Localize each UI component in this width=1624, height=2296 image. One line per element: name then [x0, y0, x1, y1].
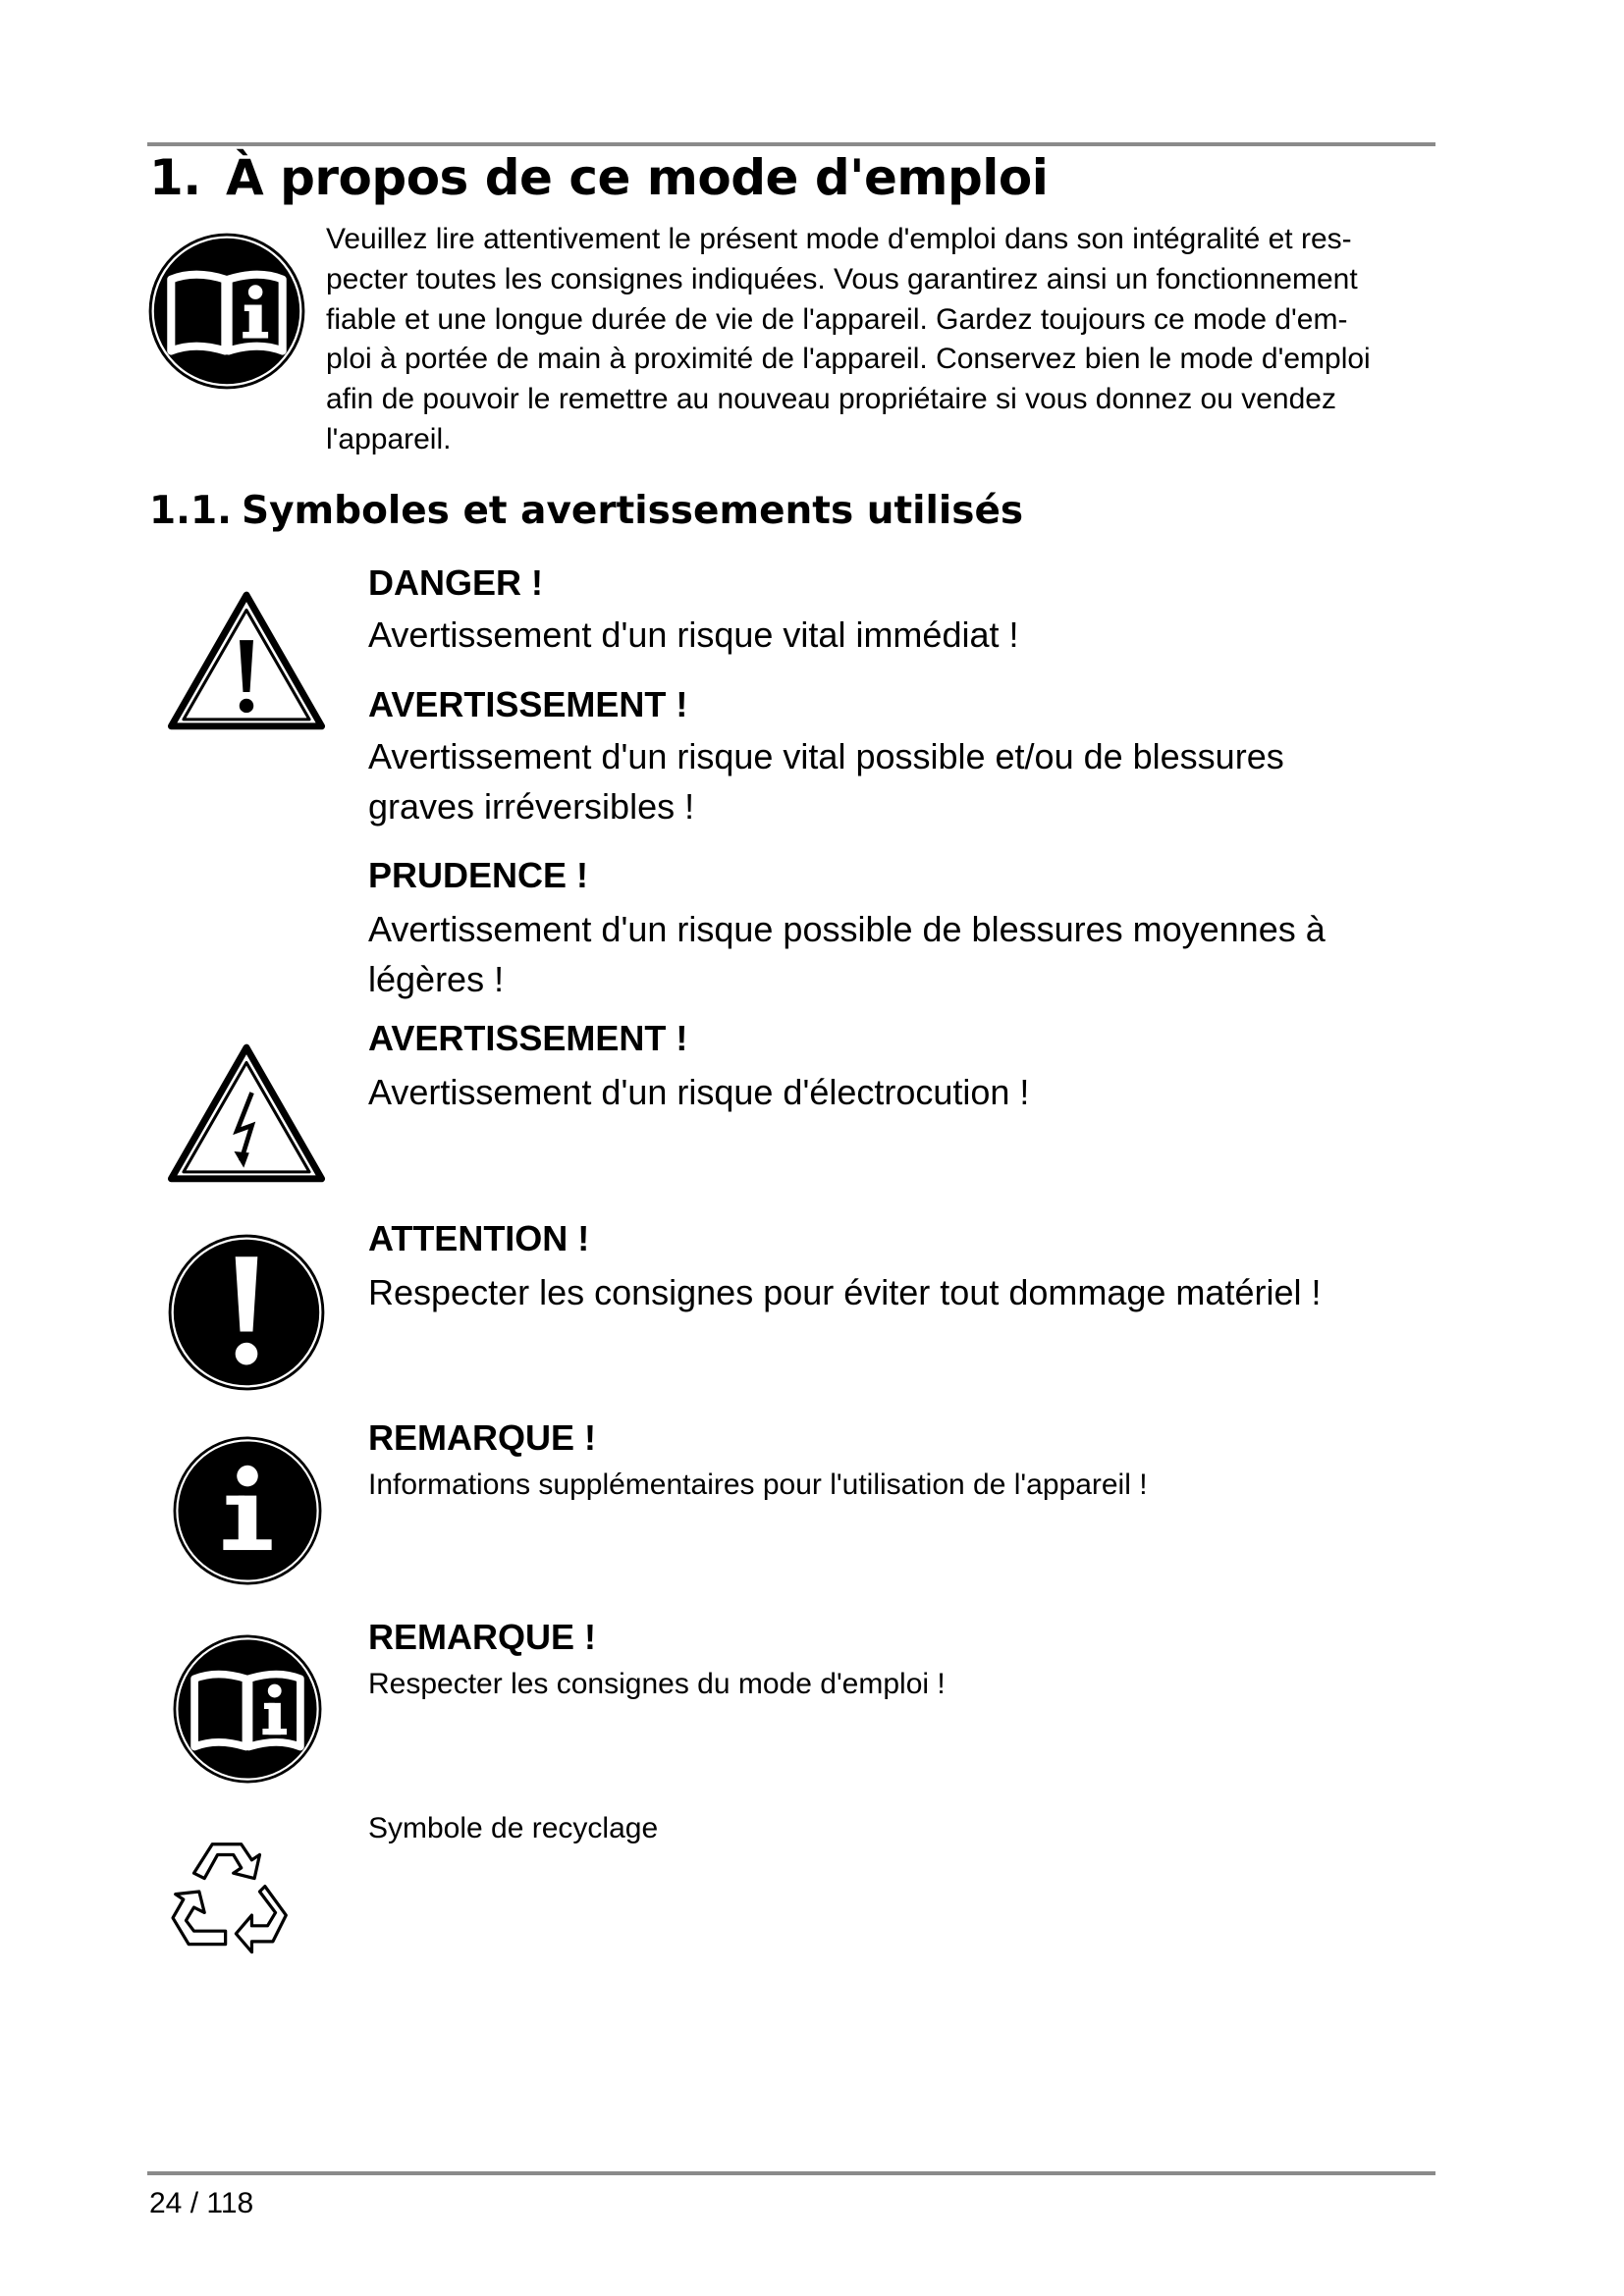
recycling-label [368, 1812, 658, 1845]
warning-triangle-icon [167, 591, 326, 730]
info-circle-icon [172, 1435, 323, 1586]
signal-text-avertissement [368, 731, 1284, 831]
signal-title-danger: DANGER ! [368, 562, 543, 603]
bottom-rule [147, 2171, 1435, 2175]
signal-title-remarque-manual: REMARQUE ! [368, 1617, 596, 1657]
subsection-number: 1.1. [149, 489, 232, 533]
section-title: À propos de ce mode d'emploi [226, 149, 1049, 206]
recycling-icon [165, 1834, 297, 1957]
subsection-title: Symboles et avertissements utilisés [242, 489, 1024, 533]
signal-line: Avertissement d'un risque possible de blessures moyennes à [368, 909, 1326, 949]
signal-text-attention [368, 1267, 1321, 1317]
signal-line: Symbole de recyclage [368, 1812, 659, 1844]
signal-line: Respecter les consignes pour éviter tout dommage matériel ! [368, 1272, 1322, 1312]
subsection-heading [149, 489, 1023, 533]
signal-title-electrocution: AVERTISSEMENT ! [368, 1018, 688, 1058]
signal-line: Avertissement d'un risque vital immédiat ! [368, 614, 1019, 655]
exclamation-circle-icon [167, 1233, 326, 1392]
signal-text-electrocution [368, 1067, 1029, 1117]
section-heading [149, 149, 1048, 206]
intro-line: Veuillez lire attentivement le présent mode d'emploi dans son intégralité et res- [326, 223, 1352, 255]
intro-line: ploi à portée de main à proximité de l'appareil. Conservez bien le mode d'emploi [326, 343, 1371, 376]
signal-line: Respecter les consignes du mode d'emploi ! [368, 1668, 946, 1700]
intro-line: l'appareil. [326, 422, 452, 455]
signal-title-avertissement: AVERTISSEMENT ! [368, 684, 688, 724]
signal-text-prudence [368, 904, 1326, 1004]
read-manual-icon [172, 1633, 323, 1785]
signal-line: légères ! [368, 959, 505, 999]
signal-line: graves irréversibles ! [368, 786, 695, 827]
section-number: 1. [149, 149, 201, 206]
page-number: 24 / 118 [149, 2187, 254, 2219]
signal-title-prudence: PRUDENCE ! [368, 855, 589, 895]
intro-line: afin de pouvoir le remettre au nouveau propriétaire si vous donnez ou vendez [326, 383, 1336, 416]
signal-line: Informations supplémentaires pour l'utilisation de l'appareil ! [368, 1468, 1148, 1501]
electric-shock-icon [167, 1043, 326, 1183]
signal-text-remarque [368, 1468, 1148, 1502]
signal-title-attention: ATTENTION ! [368, 1218, 590, 1258]
intro-line: fiable et une longue durée de vie de l'appareil. Gardez toujours ce mode d'em- [326, 302, 1348, 336]
read-manual-icon [147, 232, 306, 391]
signal-line: Avertissement d'un risque d'électrocution ! [368, 1072, 1030, 1112]
intro-paragraph [326, 220, 1440, 460]
signal-title-remarque: REMARQUE ! [368, 1417, 596, 1458]
intro-line: pecter toutes les consignes indiquées. Vous garantirez ainsi un fonctionnement [326, 262, 1358, 295]
signal-text-remarque-manual [368, 1668, 946, 1701]
top-rule [147, 142, 1435, 146]
signal-text-danger [368, 610, 1018, 660]
signal-line: Avertissement d'un risque vital possible et/ou de blessures [368, 736, 1284, 776]
